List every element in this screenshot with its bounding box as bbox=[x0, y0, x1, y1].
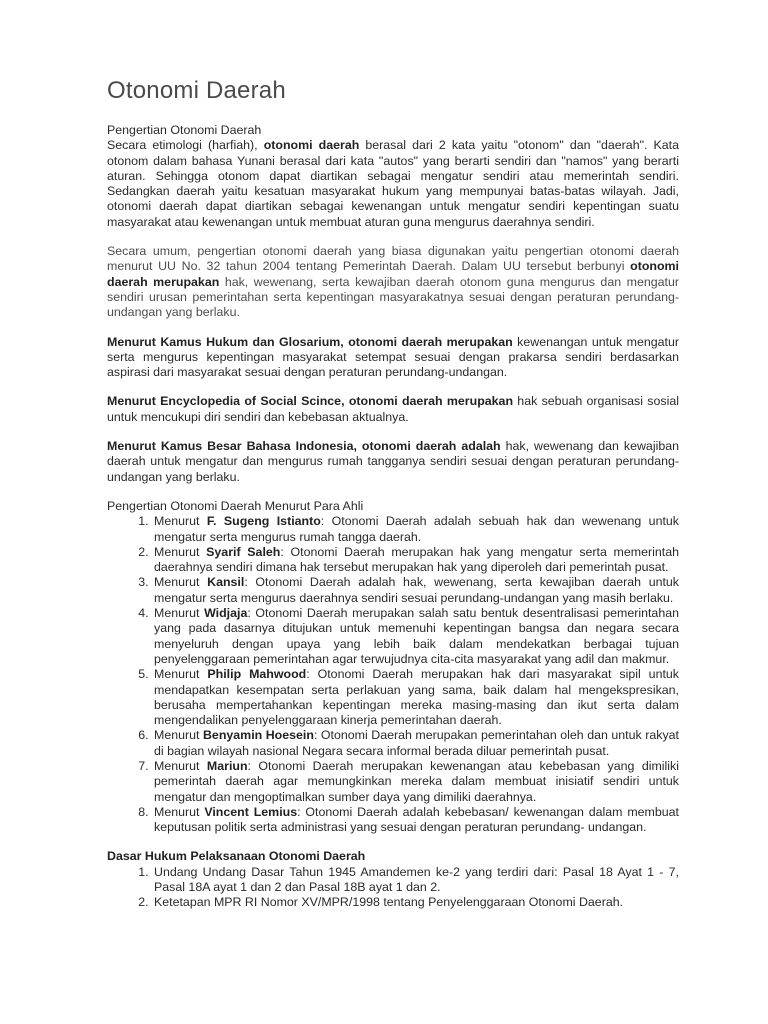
paragraph-encyclopedia: Menurut Encyclopedia of Social Scince, otonomi daerah merupakan hak sebuah organisasi sosial untuk mencukupi diri sendiri dan kebebasan aktualnya. bbox=[107, 394, 679, 424]
list-item: 1. Menurut F. Sugeng Istianto: Otonomi Daerah adalah sebuah hak dan wewenang untuk mengatur serta mengurus rumah tangga daerah. bbox=[152, 514, 679, 545]
list-item: 5. Menurut Philip Mahwood: Otonomi Daerah merupakan hak dari masyarakat sipil untuk mendapatkan kesempatan serta perlakuan yang sama, baik dalam hal mengekspresikan, berusaha mempertahankan kepentingan mereka masing-masing dan ikut serta dalam mengendalikan penyelenggaraan kinerja pemerintahan daerah. bbox=[152, 667, 679, 728]
paragraph-etimologi: Secara etimologi (harfiah), otonomi daerah berasal dari 2 kata yaitu "otonom" dan "daerah". Kata otonom dalam bahasa Yunani berasal dari kata "autos" yang berarti sendiri dan "namos" yang berarti aturan. Sehingga otonom dapat diartikan sebagai mengatur sendiri atau memerintah sendiri. Sedangkan daerah yaitu kesatuan masyarakat hukum yang mempunyai batas-batas wilayah. Jadi, otonomi daerah dapat diartikan sebagai kewenangan untuk mengatur sendiri kepentingan suatu masyarakat atau kewenangan untuk membuat aturan guna mengurus daerahnya sendiri. bbox=[107, 138, 680, 229]
list-item: 4. Menurut Widjaja: Otonomi Daerah merupakan salah satu bentuk desentralisasi pemerintahan yang pada dasarnya ditujukan untuk memenuhi kepentingan bangsa dan negara secara menyeluruh dengan upaya yang lebih baik dalam mendekatkan berbagai tujuan penyelenggaraan pemerintahan agar terwujudnya cita-cita masyarakat yang adil dan makmur. bbox=[152, 606, 679, 667]
section-heading-para-ahli: Pengertian Otonomi Daerah Menurut Para Ahli bbox=[107, 498, 364, 513]
paragraph-kbbi: Menurut Kamus Besar Bahasa Indonesia, otonomi daerah adalah hak, wewenang dan kewajiban daerah untuk mengatur dan mengurus rumah tangganya sendiri sesuai dengan peraturan perundang-undangan yang berlaku. bbox=[107, 439, 680, 484]
list-item: 6. Menurut Benyamin Hoesein: Otonomi Daerah merupakan pemerintahan oleh dan untuk rakyat di bagian wilayah nasional Negara secara informal berada diluar pemerintah pusat. bbox=[152, 728, 679, 759]
list-item: 2. Menurut Syarif Saleh: Otonomi Daerah merupakan hak yang mengatur serta memerintah daerahnya sendiri dimana hak tersebut merupakan hak yang diperoleh dari pemerintah pusat. bbox=[152, 545, 679, 576]
page-title: Otonomi Daerah bbox=[107, 77, 286, 104]
list-para-ahli bbox=[107, 514, 679, 835]
list-item: 3. Menurut Kansil: Otonomi Daerah adalah hak, wewenang, serta kewajiban daerah untuk mengatur serta mengurus daerahnya sendiri sesuai perundang-undangan yang masih berlaku. bbox=[152, 575, 679, 606]
list-item: 1. Undang Undang Dasar Tahun 1945 Amandemen ke-2 yang terdiri dari: Pasal 18 Ayat 1 - 7, Pasal 18A ayat 1 dan 2 dan Pasal 18B ayat 1 dan 2. bbox=[152, 865, 679, 896]
section-heading-dasar-hukum: Dasar Hukum Pelaksanaan Otonomi Daerah bbox=[107, 849, 366, 864]
document-content bbox=[107, 76, 679, 911]
list-item: 2. Ketetapan MPR RI Nomor XV/MPR/1998 tentang Penyelenggaraan Otonomi Daerah. bbox=[152, 895, 679, 910]
paragraph-secara-umum: Secara umum, pengertian otonomi daerah yang biasa digunakan yaitu pengertian otonomi daerah menurut UU No. 32 tahun 2004 tentang Pemerintah Daerah. Dalam UU tersebut berbunyi otonomi daerah merupakan hak, wewenang, serta kewajiban daerah otonom guna mengurus dan mengatur sendiri urusan pemerintahan serta kepentingan masyarakatnya sesuai dengan peraturan perundang-undangan yang berlaku. bbox=[107, 244, 679, 320]
list-item: 8. Menurut Vincent Lemius: Otonomi Daerah adalah kebebasan/ kewenangan dalam membuat keputusan politik serta administrasi yang sesuai dengan peraturan perundang- undangan. bbox=[152, 805, 679, 836]
list-dasar-hukum bbox=[107, 865, 679, 911]
list-item: 7. Menurut Mariun: Otonomi Daerah merupakan kewenangan atau kebebasan yang dimiliki pemerintah daerah agar memungkinkan mereka dalam membuat inisiatif sendiri untuk mengatur dan mengoptimalkan sumber daya yang dimiliki daerahnya. bbox=[152, 759, 679, 805]
paragraph-kamus-hukum: Menurut Kamus Hukum dan Glosarium, otonomi daerah merupakan kewenangan untuk mengatur serta mengurus kepentingan masyarakat setempat sesuai dengan prakarsa sendiri berdasarkan aspirasi dari masyarakat sesuai dengan peraturan perundang-undangan. bbox=[107, 334, 679, 380]
section-heading-pengertian: Pengertian Otonomi Daerah bbox=[107, 123, 262, 137]
